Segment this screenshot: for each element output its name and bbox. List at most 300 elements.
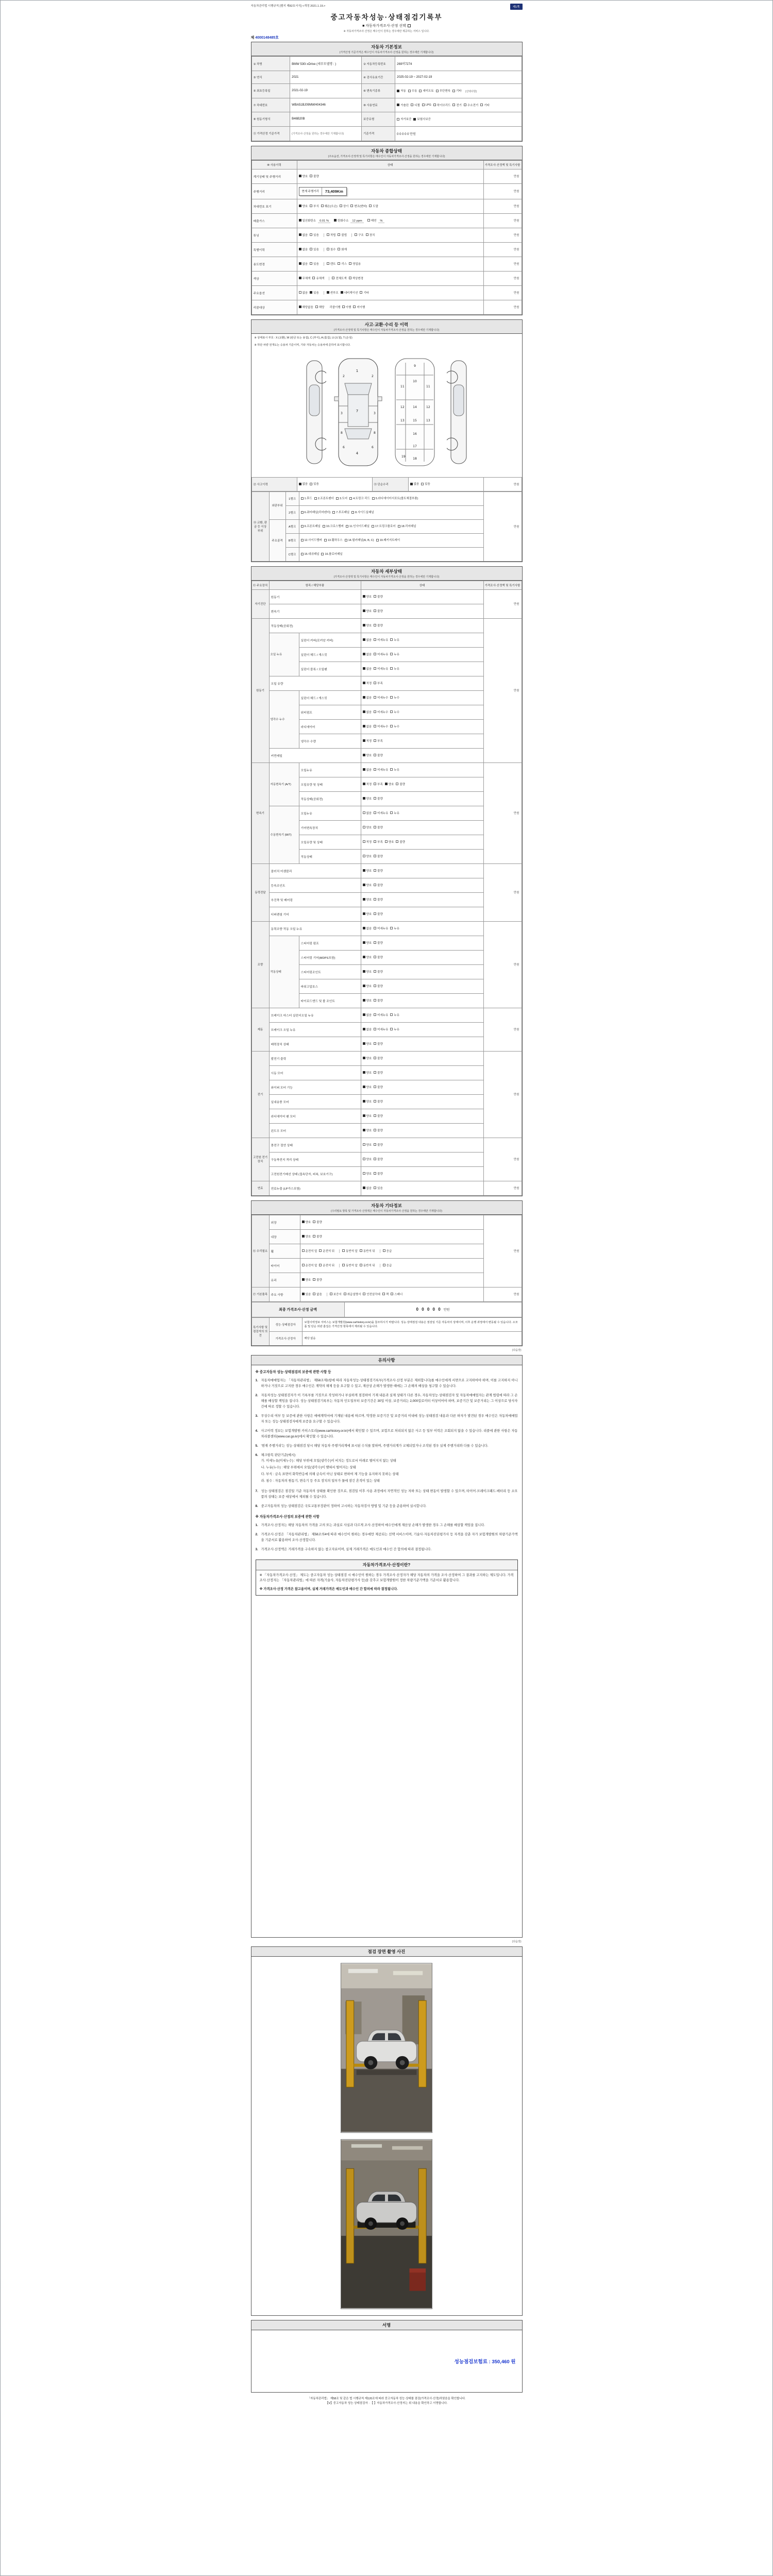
checkbox[interactable] — [299, 248, 301, 250]
checkbox-option[interactable]: 무단변속 — [436, 89, 450, 93]
checkbox-option[interactable]: 썬루프 — [327, 291, 339, 295]
checkbox[interactable] — [338, 262, 340, 265]
checkbox[interactable] — [301, 497, 304, 500]
checkbox-option[interactable]: 없음 — [363, 724, 372, 728]
checkbox-option[interactable]: 불량 — [374, 955, 383, 959]
checkbox-option[interactable]: 리스 — [338, 262, 347, 266]
checkbox-option[interactable]: 양호 — [363, 1143, 372, 1147]
checkbox[interactable] — [374, 739, 376, 742]
checkbox[interactable] — [363, 1129, 365, 1131]
checkbox-option[interactable]: 기타 — [480, 103, 490, 107]
checkbox[interactable] — [363, 783, 365, 785]
checkbox-option[interactable]: 불량 — [374, 825, 383, 829]
checkbox-option[interactable]: 4.트렁크 리드 — [349, 496, 370, 500]
checkbox[interactable] — [363, 1071, 365, 1074]
checkbox[interactable] — [374, 609, 376, 612]
checkbox[interactable] — [464, 104, 466, 106]
checkbox-option[interactable]: 구조 — [355, 233, 364, 237]
checkbox-option[interactable]: 양호 — [363, 595, 372, 599]
checkbox[interactable] — [390, 1028, 393, 1030]
checkbox-option[interactable]: 없음 — [363, 1027, 372, 1031]
checkbox[interactable] — [397, 90, 399, 92]
checkbox-option[interactable]: 불량 — [313, 1234, 322, 1239]
checkbox[interactable] — [374, 1158, 376, 1160]
checkbox-option[interactable]: 불량 — [374, 970, 383, 974]
checkbox-option[interactable]: 누유 — [390, 652, 399, 656]
checkbox-option[interactable]: 미세누유 — [374, 926, 388, 930]
checkbox[interactable] — [299, 233, 301, 236]
checkbox-option[interactable]: 수소전기 — [464, 103, 478, 107]
checkbox-option[interactable]: 있음 — [421, 482, 430, 486]
checkbox[interactable] — [363, 1158, 365, 1160]
checkbox[interactable] — [452, 104, 455, 106]
checkbox-option[interactable]: 불량 — [374, 1157, 383, 1161]
checkbox-option[interactable]: 불량 — [374, 869, 383, 873]
checkbox[interactable] — [302, 1278, 305, 1281]
checkbox-option[interactable]: 불량 — [374, 1114, 383, 1118]
checkbox[interactable] — [363, 941, 365, 944]
checkbox[interactable] — [312, 277, 315, 279]
checkbox-option[interactable]: 탄화수소 — [334, 218, 348, 223]
checkbox[interactable] — [324, 539, 327, 541]
checkbox-option[interactable]: 자동 — [397, 89, 406, 93]
checkbox[interactable] — [363, 1057, 365, 1059]
checkbox-option[interactable]: 동반석 앞 — [342, 1249, 358, 1253]
checkbox[interactable] — [433, 104, 436, 106]
checkbox[interactable] — [363, 638, 365, 641]
checkbox[interactable] — [408, 90, 411, 92]
checkbox-option[interactable]: 15.대쉬패널 — [301, 552, 320, 556]
checkbox[interactable] — [363, 624, 365, 626]
checkbox[interactable] — [372, 525, 374, 528]
checkbox[interactable] — [363, 985, 365, 987]
checkbox[interactable] — [363, 609, 365, 612]
checkbox[interactable] — [374, 869, 376, 872]
checkbox-option[interactable]: LPG — [422, 104, 431, 107]
checkbox[interactable] — [374, 1114, 376, 1117]
checkbox[interactable] — [302, 1293, 305, 1295]
checkbox-option[interactable]: 14.필러패널(A, B, C) — [345, 538, 374, 542]
checkbox[interactable] — [332, 511, 335, 514]
checkbox[interactable] — [397, 104, 399, 106]
checkbox-option[interactable]: 8.사이드실패널 — [351, 510, 374, 514]
checkbox-option[interactable]: 양호 — [363, 970, 372, 974]
checkbox[interactable] — [360, 1264, 362, 1266]
checkbox-option[interactable]: 색상변경 — [349, 276, 363, 280]
checkbox-option[interactable]: 없음 — [363, 1013, 372, 1017]
checkbox[interactable] — [374, 840, 376, 843]
checkbox-option[interactable]: 불량 — [313, 1220, 322, 1224]
checkbox-option[interactable]: 없음 — [363, 652, 372, 656]
checkbox[interactable] — [299, 277, 301, 279]
checkbox[interactable] — [363, 999, 365, 1002]
checkbox-option[interactable]: 세미오토 — [419, 89, 433, 93]
checkbox[interactable] — [313, 1235, 315, 1238]
checkbox[interactable] — [374, 912, 376, 915]
checkbox-option[interactable]: 양호 — [385, 782, 394, 786]
checkbox-option[interactable]: 누유 — [390, 926, 399, 930]
checkbox-option[interactable]: 양호 — [363, 753, 372, 757]
checkbox-option[interactable]: 취급설명서 — [344, 1292, 361, 1296]
checkbox-option[interactable]: 양호 — [302, 1278, 311, 1282]
checkbox-option[interactable]: 있음 — [310, 291, 319, 295]
checkbox-option[interactable]: 장치 — [366, 233, 375, 237]
checkbox[interactable] — [422, 104, 425, 106]
checkbox-option[interactable]: 불량 — [374, 1085, 383, 1089]
checkbox-option[interactable]: 12.사이드멤버 — [301, 538, 322, 542]
checkbox-option[interactable]: 19.패키지트레이 — [376, 538, 400, 542]
checkbox-option[interactable]: 불량 — [374, 1042, 383, 1046]
checkbox[interactable] — [398, 525, 400, 528]
checkbox[interactable] — [313, 1221, 315, 1223]
checkbox[interactable] — [363, 725, 365, 727]
checkbox[interactable] — [363, 1100, 365, 1103]
checkbox[interactable] — [363, 768, 365, 771]
checkbox[interactable] — [374, 638, 376, 641]
checkbox-option[interactable]: 미이행 — [353, 305, 365, 309]
checkbox-option[interactable]: 상이 — [340, 204, 349, 208]
checkbox[interactable] — [396, 783, 398, 785]
checkbox-option[interactable]: 17.트렁크플로어 — [372, 524, 396, 528]
checkbox-option[interactable]: 불량 — [396, 840, 405, 844]
checkbox[interactable] — [346, 525, 348, 528]
checkbox-option[interactable]: 1.후드 — [301, 496, 312, 500]
checkbox-option[interactable]: 불량 — [396, 782, 405, 786]
checkbox-option[interactable]: 없음 — [363, 811, 372, 815]
checkbox-option[interactable]: 누수 — [390, 710, 399, 714]
checkbox[interactable] — [363, 826, 365, 828]
checkbox[interactable] — [310, 175, 312, 177]
checkbox-option[interactable]: 누수 — [390, 696, 399, 700]
checkbox[interactable] — [383, 1249, 385, 1252]
checkbox[interactable] — [390, 725, 393, 727]
checkbox-option[interactable]: 누수 — [390, 724, 399, 728]
checkbox[interactable] — [396, 840, 398, 843]
checkbox[interactable] — [374, 1086, 376, 1088]
checkbox-option[interactable]: 적정 — [363, 782, 372, 786]
checkbox-option[interactable]: 5.라디에이터서포트(볼트체결부품) — [372, 496, 418, 500]
checkbox[interactable] — [374, 956, 376, 958]
checkbox[interactable] — [321, 205, 324, 207]
checkbox[interactable] — [310, 262, 312, 265]
checkbox[interactable] — [342, 306, 345, 308]
checkbox[interactable] — [349, 277, 351, 279]
checkbox[interactable] — [363, 840, 365, 843]
checkbox-option[interactable]: 양호 — [363, 1128, 372, 1132]
checkbox-option[interactable]: 없음 — [299, 262, 308, 266]
checkbox-option[interactable]: 양호 — [363, 941, 372, 945]
page-badge[interactable]: 제1쪽 — [510, 4, 523, 10]
checkbox[interactable] — [410, 483, 413, 485]
checkbox-option[interactable]: 있음 — [302, 1292, 311, 1296]
checkbox-option[interactable]: 일산화탄소 — [299, 218, 316, 223]
checkbox[interactable] — [349, 262, 351, 265]
checkbox-option[interactable]: 렌트 — [327, 262, 336, 266]
checkbox[interactable] — [411, 104, 413, 106]
checkbox[interactable] — [313, 1293, 315, 1295]
checkbox-option[interactable]: 없음 — [410, 482, 419, 486]
checkbox[interactable] — [397, 118, 399, 121]
checkbox-option[interactable]: 적법 — [327, 233, 336, 237]
checkbox[interactable] — [374, 682, 376, 684]
checkbox[interactable] — [390, 927, 393, 929]
checkbox-option[interactable]: 양호 — [363, 1071, 372, 1075]
checkbox-option[interactable]: 미세누유 — [374, 638, 388, 642]
checkbox[interactable] — [351, 511, 354, 514]
checkbox-option[interactable]: 변조(변타) — [350, 204, 367, 208]
checkbox-option[interactable]: 양호 — [363, 825, 372, 829]
checkbox-option[interactable]: 없음 — [363, 1186, 372, 1190]
checkbox[interactable] — [299, 205, 301, 207]
checkbox-option[interactable]: 부족 — [374, 739, 383, 743]
checkbox[interactable] — [374, 970, 376, 973]
checkbox[interactable] — [390, 1013, 393, 1016]
checkbox-option[interactable]: 불량 — [374, 609, 383, 613]
checkbox[interactable] — [363, 682, 365, 684]
checkbox[interactable] — [330, 1293, 332, 1295]
checkbox[interactable] — [374, 941, 376, 944]
checkbox[interactable] — [374, 1071, 376, 1074]
checkbox-option[interactable]: 보증서 — [330, 1292, 342, 1296]
checkbox-option[interactable]: 양호 — [299, 174, 308, 178]
checkbox[interactable] — [321, 553, 324, 555]
checkbox-option[interactable]: 없음 — [363, 667, 372, 671]
checkbox[interactable] — [374, 710, 376, 713]
checkbox[interactable] — [319, 1249, 322, 1252]
checkbox[interactable] — [314, 497, 317, 500]
checkbox[interactable] — [360, 291, 362, 294]
checkbox-option[interactable]: 양호 — [363, 623, 372, 628]
checkbox[interactable] — [374, 826, 376, 828]
checkbox-option[interactable]: 양호 — [363, 984, 372, 988]
checkbox[interactable] — [452, 90, 455, 92]
checkbox[interactable] — [301, 539, 304, 541]
checkbox[interactable] — [374, 725, 376, 727]
checkbox[interactable] — [385, 783, 388, 785]
checkbox-option[interactable]: 불량 — [374, 1056, 383, 1060]
checkbox-option[interactable]: 불량 — [374, 1099, 383, 1104]
checkbox-option[interactable]: 미세누수 — [374, 710, 388, 714]
checkbox[interactable] — [336, 497, 339, 500]
checkbox-option[interactable]: 해당없음 — [299, 305, 313, 309]
checkbox[interactable] — [349, 497, 352, 500]
checkbox[interactable] — [376, 539, 379, 541]
checkbox[interactable] — [363, 1143, 365, 1146]
checkbox-option[interactable]: 불량 — [374, 1143, 383, 1147]
checkbox[interactable] — [363, 1293, 365, 1295]
checkbox-option[interactable]: 미세누유 — [374, 1027, 388, 1031]
checkbox-option[interactable]: 누유 — [390, 1027, 399, 1031]
checkbox-option[interactable]: 양호 — [363, 955, 372, 959]
checkbox[interactable] — [480, 104, 483, 106]
checkbox[interactable] — [363, 956, 365, 958]
checkbox[interactable] — [299, 306, 301, 308]
checkbox[interactable] — [363, 595, 365, 598]
checkbox[interactable] — [363, 797, 365, 800]
checkbox-option[interactable]: 없음 — [363, 638, 372, 642]
checkbox-option[interactable]: 3.도어 — [336, 496, 347, 500]
checkbox-option[interactable]: 양호 — [363, 912, 372, 916]
checkbox-option[interactable]: 부족 — [374, 782, 383, 786]
checkbox-option[interactable]: 불량 — [374, 984, 383, 988]
checkbox[interactable] — [413, 118, 416, 121]
checkbox-option[interactable]: 없음 — [299, 291, 308, 295]
checkbox[interactable] — [374, 1100, 376, 1103]
checkbox-option[interactable]: 화재 — [338, 247, 347, 251]
checkbox-option[interactable]: 양호 — [363, 1157, 372, 1161]
checkbox[interactable] — [374, 1042, 376, 1045]
checkbox[interactable] — [302, 1264, 305, 1266]
checkbox-option[interactable]: 없음 — [299, 247, 308, 251]
checkbox[interactable] — [374, 797, 376, 800]
checkbox[interactable] — [319, 1264, 322, 1266]
checkbox-option[interactable]: 불량 — [374, 998, 383, 1003]
checkbox[interactable] — [340, 205, 342, 207]
checkbox-option[interactable]: 미세누유 — [374, 768, 388, 772]
checkbox-option[interactable]: 침수 — [327, 247, 336, 251]
checkbox[interactable] — [374, 1172, 376, 1175]
checkbox-option[interactable]: 양호 — [302, 1220, 311, 1224]
checkbox-option[interactable]: 불량 — [374, 595, 383, 599]
checkbox[interactable] — [374, 999, 376, 1002]
checkbox[interactable] — [363, 1172, 365, 1175]
checkbox-option[interactable]: 불량 — [374, 912, 383, 916]
checkbox-option[interactable]: 기타 — [452, 89, 462, 93]
checkbox[interactable] — [363, 1187, 365, 1189]
checkbox[interactable] — [374, 595, 376, 598]
checkbox-option[interactable]: 있음 — [310, 233, 319, 237]
checkbox[interactable] — [390, 811, 393, 814]
checkbox[interactable] — [372, 497, 375, 500]
checkbox[interactable] — [374, 1129, 376, 1131]
checkbox-option[interactable]: 매연 — [367, 218, 377, 223]
checkbox-option[interactable]: 양호 — [363, 998, 372, 1003]
checkbox-option[interactable]: 전체도색 — [332, 276, 346, 280]
checkbox-option[interactable]: 미세누유 — [374, 652, 388, 656]
checkbox-option[interactable]: 운전석 뒤 — [319, 1249, 334, 1253]
checkbox-option[interactable]: 동반석 뒤 — [360, 1263, 375, 1267]
checkbox[interactable] — [369, 205, 372, 207]
checkbox[interactable] — [374, 1187, 376, 1189]
checkbox-option[interactable]: 부식 — [310, 204, 319, 208]
checkbox-option[interactable]: 불량 — [374, 854, 383, 858]
checkbox-option[interactable]: 부족 — [374, 840, 383, 844]
checkbox-option[interactable]: 해당 — [315, 305, 325, 309]
checkbox[interactable] — [363, 1114, 365, 1117]
checkbox[interactable] — [363, 898, 365, 901]
checkbox-option[interactable]: 불법 — [338, 233, 347, 237]
checkbox-option[interactable]: 양호 — [363, 796, 372, 801]
checkbox-option[interactable]: 하이브리드 — [433, 103, 451, 107]
checkbox-option[interactable]: 훼손(오손) — [321, 204, 338, 208]
checkbox-option[interactable]: 운전석 앞 — [302, 1249, 317, 1253]
checkbox-option[interactable]: 양호 — [363, 1085, 372, 1089]
checkbox[interactable] — [374, 898, 376, 901]
checkbox-option[interactable]: 응급 — [383, 1249, 392, 1253]
checkbox-option[interactable]: 불량 — [374, 796, 383, 801]
checkbox-option[interactable]: 동반석 뒤 — [360, 1249, 375, 1253]
checkbox[interactable] — [390, 653, 393, 655]
checkbox[interactable] — [302, 1235, 305, 1238]
checkbox[interactable] — [302, 1249, 305, 1252]
checkbox[interactable] — [363, 869, 365, 872]
checkbox[interactable] — [374, 1028, 376, 1030]
checkbox[interactable] — [421, 483, 424, 485]
checkbox-option[interactable]: 양호 — [363, 1172, 372, 1176]
checkbox[interactable] — [315, 306, 318, 308]
checkbox-option[interactable]: 미세누수 — [374, 724, 388, 728]
checkbox[interactable] — [390, 696, 393, 699]
checkbox[interactable] — [360, 1249, 362, 1252]
checkbox-option[interactable]: 있음 — [310, 262, 319, 266]
checkbox-option[interactable]: 누유 — [390, 1013, 399, 1017]
checkbox[interactable] — [374, 768, 376, 771]
checkbox-option[interactable]: 이행 — [342, 305, 351, 309]
checkbox[interactable] — [299, 262, 301, 265]
select-checkbox[interactable] — [408, 24, 411, 27]
checkbox-option[interactable]: 불량 — [374, 1071, 383, 1075]
checkbox-option[interactable]: 누유 — [390, 811, 399, 815]
checkbox[interactable] — [363, 1042, 365, 1045]
checkbox-option[interactable]: 13.휠하우스 — [324, 538, 343, 542]
checkbox-option[interactable]: 2.프론트펜더 — [314, 496, 334, 500]
checkbox[interactable] — [345, 539, 347, 541]
checkbox-option[interactable]: 없음 — [313, 1292, 322, 1296]
checkbox[interactable] — [363, 912, 365, 915]
checkbox[interactable] — [390, 667, 393, 670]
checkbox[interactable] — [374, 927, 376, 929]
checkbox-option[interactable]: 양호 — [363, 1056, 372, 1060]
checkbox-option[interactable]: 운전석 앞 — [302, 1263, 317, 1267]
checkbox-option[interactable]: 16.플로어패널 — [321, 552, 342, 556]
checkbox-option[interactable]: 불량 — [374, 941, 383, 945]
checkbox[interactable] — [374, 624, 376, 626]
checkbox[interactable] — [342, 1264, 345, 1266]
checkbox-option[interactable]: 누유 — [390, 768, 399, 772]
checkbox-option[interactable]: 양호 — [385, 840, 394, 844]
checkbox-option[interactable]: 부족 — [374, 681, 383, 685]
checkbox-option[interactable]: 동반석 앞 — [342, 1263, 358, 1267]
checkbox[interactable] — [310, 233, 312, 236]
checkbox[interactable] — [301, 525, 304, 528]
checkbox-option[interactable]: 영업용 — [349, 262, 361, 266]
checkbox-option[interactable]: 불량 — [374, 1128, 383, 1132]
checkbox-option[interactable]: 디젤 — [411, 103, 420, 107]
checkbox-option[interactable]: 적정 — [363, 681, 372, 685]
checkbox-option[interactable]: 있음 — [310, 247, 319, 251]
checkbox-option[interactable]: 적정 — [363, 840, 372, 844]
checkbox-option[interactable]: 양호 — [363, 883, 372, 887]
checkbox-option[interactable]: 양호 — [302, 1234, 311, 1239]
checkbox[interactable] — [363, 1013, 365, 1016]
checkbox[interactable] — [382, 1293, 385, 1295]
checkbox[interactable] — [419, 90, 422, 92]
checkbox-option[interactable]: 양호 — [363, 1042, 372, 1046]
checkbox-option[interactable]: 불량 — [374, 623, 383, 628]
checkbox[interactable] — [374, 1013, 376, 1016]
checkbox[interactable] — [301, 511, 304, 514]
checkbox[interactable] — [374, 783, 376, 785]
checkbox-option[interactable]: 누유 — [390, 638, 399, 642]
checkbox-option[interactable]: 양호 — [363, 897, 372, 902]
checkbox-option[interactable]: 양호 — [363, 1114, 372, 1118]
checkbox-option[interactable]: 미세누유 — [374, 667, 388, 671]
checkbox[interactable] — [350, 205, 353, 207]
checkbox-option[interactable]: 없음 — [299, 482, 308, 486]
checkbox-option[interactable]: 불량 — [374, 1172, 383, 1176]
checkbox-option[interactable]: 응급 — [383, 1263, 392, 1267]
checkbox-option[interactable]: 미세누유 — [374, 811, 388, 815]
